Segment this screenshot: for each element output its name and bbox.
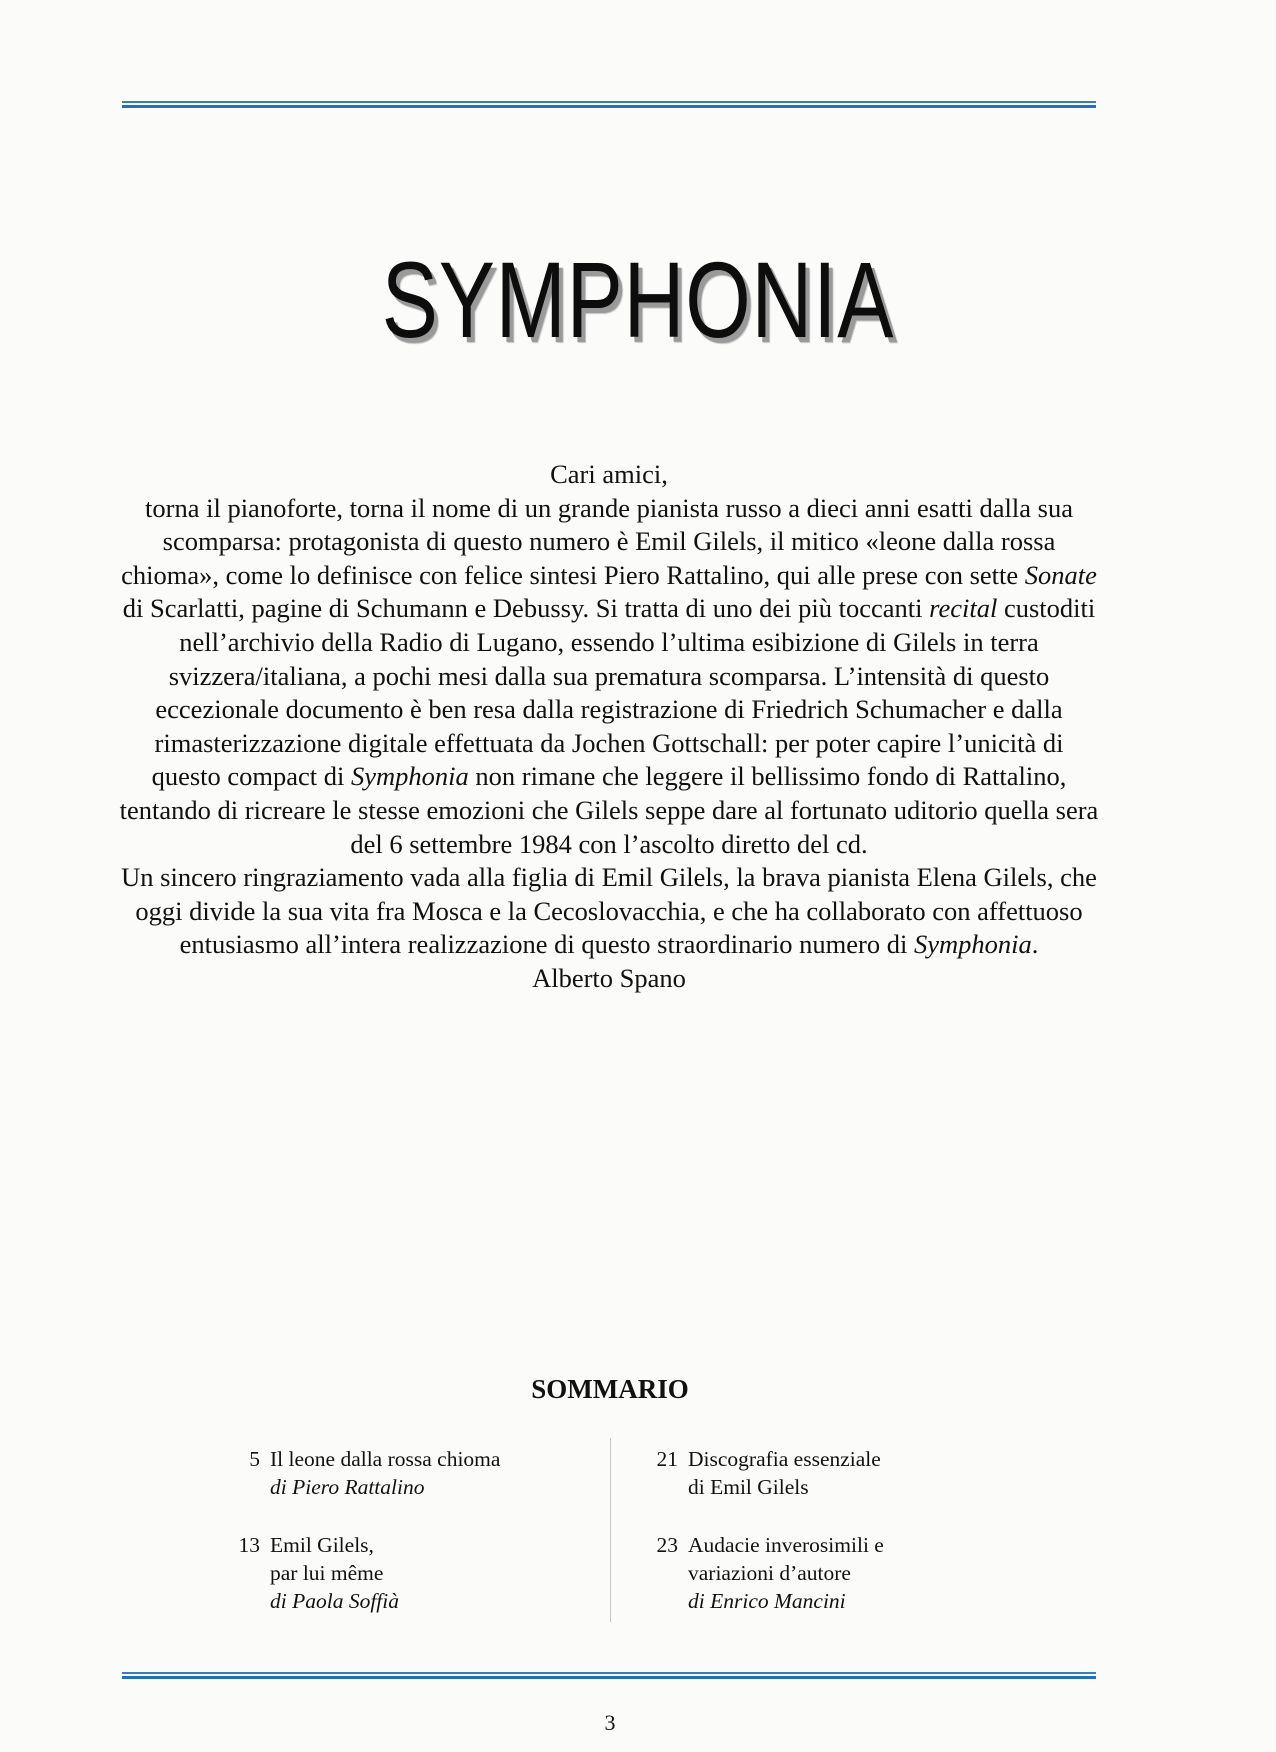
letter-signature: Alberto Spano <box>532 962 686 993</box>
masthead-title: SYMPHONIA <box>381 239 895 360</box>
letter-paragraph-2: Un sincero ringraziamento vada alla figlia di Emil Gilels, la brava pianista Elena Gilels, che oggi divide la sua vita fra Mosca e la Cecoslovacchia, e che ha collaborato con affettuoso entusiasmo all’intera realizzazione di questo straordinario numero di Symphonia. <box>121 862 1097 960</box>
entry-title-line: di Emil Gilels <box>688 1475 809 1499</box>
entry-author: di Piero Rattalino <box>270 1475 425 1499</box>
editorial-letter <box>118 458 1100 996</box>
letter-paragraph-1: torna il pianoforte, torna il nome di un grande pianista russo a dieci anni esatti dalla sua scomparsa: protagonista di questo numero è Emil Gilels, il mitico «leone dalla rossa chioma», come lo definisce con felice sintesi Piero Rattalino, qui alle prese con sette Sonate di Scarlatti, pagine di Schumann e Debussy. Si tratta di uno dei più toccanti recital custoditi nell’archivio della Radio di Lugano, essendo l’ultima esibizione di Gilels in terra svizzera/italiana, a pochi mesi dalla sua prematura scomparsa. L’intensità di questo eccezionale documento è ben resa dalla registrazione di Friedrich Schumacher e dalla rimasterizzazione digitale effettuata da Jochen Gottschall: per poter capire l’unicità di questo compact di Symphonia non rimane che leggere il bellissimo fondo di Rattalino, tentando di ricreare le stesse emozioni che Gilels seppe dare al fortunato uditorio quella sera del 6 settembre 1984 con l’ascolto diretto del cd. <box>119 492 1099 859</box>
entry-page-number: 21 <box>656 1447 678 1471</box>
entry-title-line: variazioni d’autore <box>688 1561 851 1585</box>
entry-title-line: Discografia essenziale <box>688 1447 881 1471</box>
entry-author: di Enrico Mancini <box>688 1589 846 1613</box>
entry-title-line: Il leone dalla rossa chioma <box>270 1447 501 1471</box>
entry-title-line: par lui même <box>270 1561 384 1585</box>
entry-title-line: Emil Gilels, <box>270 1533 374 1557</box>
sommario-heading: SOMMARIO <box>531 1374 689 1404</box>
entry-author: di Paola Soffià <box>270 1589 399 1613</box>
entry-page-number: 23 <box>656 1533 678 1557</box>
sommario-column-divider <box>610 1438 611 1622</box>
letter-greeting: Cari amici, <box>550 459 668 489</box>
entry-page-number: 13 <box>238 1533 260 1557</box>
bottom-blue-rule <box>122 1672 1096 1679</box>
top-blue-rule <box>122 101 1096 108</box>
page-number: 3 <box>604 1710 616 1735</box>
entry-title-line: Audacie inverosimili e <box>688 1533 884 1557</box>
entry-page-number: 5 <box>249 1447 260 1471</box>
